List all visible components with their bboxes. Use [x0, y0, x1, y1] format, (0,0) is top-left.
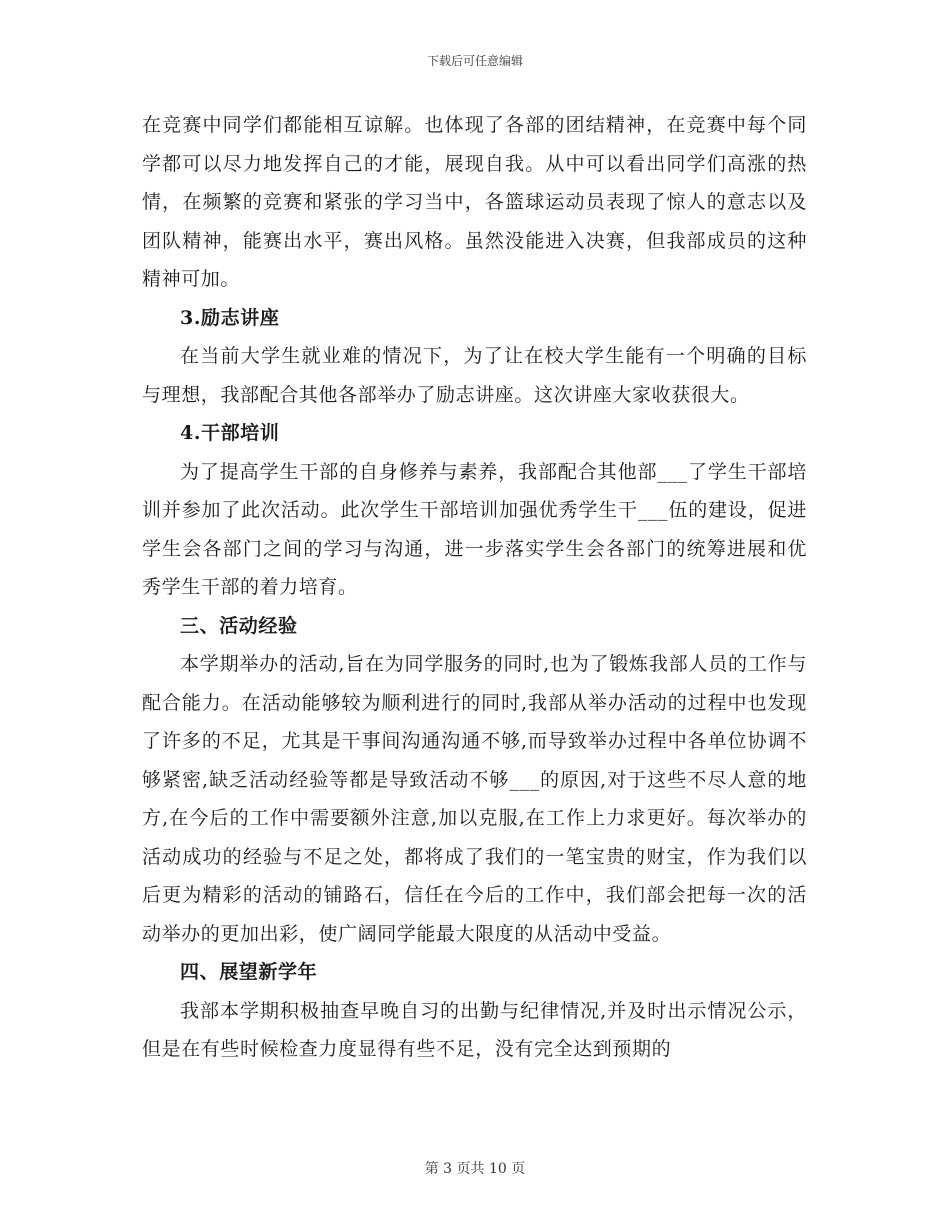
- section-heading: 3.励志讲座: [180, 306, 280, 329]
- paragraph: 在竞赛中同学们都能相互谅解。也体现了各部的团结精神，在竞赛中每个同学都可以尽力地发挥自己的才能，展现自我。从中可以看出同学们高涨的热情，在频繁的竞赛和紧张的学习当中，各篮球运动员表现了惊人的意志以及团队精神，能赛出水平，赛出风格。虽然没能进入决赛，但我部成员的这种精神可加。: [142, 114, 807, 290]
- section-heading: 四、展望新学年: [180, 961, 318, 983]
- section-heading: 4.干部培训: [180, 422, 280, 444]
- paragraph: 为了提高学生干部的自身修养与素养，我部配合其他部___了学生干部培训并参加了此次活动。此次学生干部培训加强优秀学生干___伍的建设，促进学生会各部门之间的学习与沟通，进一步落实学生会各部门的统筹进展和优秀学生干部的着力培育。: [142, 460, 807, 598]
- paragraph: 我部本学期积极抽查早晚自习的出勤与纪律情况,并及时出示情况公示，但是在有些时候检查力度显得有些不足，没有完全达到预期的: [142, 999, 807, 1060]
- section-heading: 三、活动经验: [180, 614, 298, 637]
- document-body: [142, 106, 807, 1069]
- page-number: 第 3 页共 10 页: [424, 1161, 526, 1177]
- paragraph: 在当前大学生就业难的情况下，为了让在校大学生能有一个明确的目标与理想，我部配合其他各部举办了励志讲座。这次讲座大家收获很大。: [142, 345, 807, 406]
- paragraph: 本学期举办的活动,旨在为同学服务的同时,也为了锻炼我部人员的工作与配合能力。在活动能够较为顺利进行的同时,我部从举办活动的过程中也发现了许多的不足，尤其是干事间沟通沟通不够,而导致举办过程中各单位协调不够紧密,缺乏活动经验等都是导致活动不够___的原因,对于这些不尽人意的地方,在今后的工作中需要额外注意,加以克服,在工作上力求更好。每次举办的活动成功的经验与不足之处，都将成了我们的一笔宝贵的财宝，作为我们以后更为精彩的活动的铺路石，信任在今后的工作中，我们部会把每一次的活动举办的更加出彩，使广阔同学能最大限度的从活动中受益。: [142, 653, 807, 945]
- page-header: 下载后可任意编辑: [426, 54, 523, 68]
